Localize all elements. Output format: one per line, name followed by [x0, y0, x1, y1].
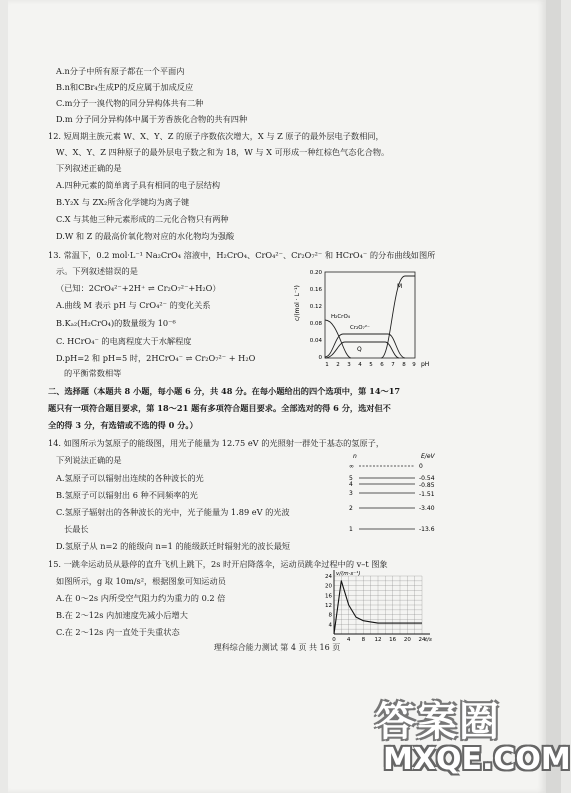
cr-ylabel: c/(mol · L⁻¹) — [294, 285, 301, 321]
q14-option-d: D.氢原子从 n=2 的能级向 n=1 的能级跃迁时辐射光的波长最短 — [56, 541, 291, 551]
vt-xtick-label: 4 — [346, 637, 351, 643]
cr-ytick: 0.16 — [309, 287, 322, 293]
cr-xtick: 7 — [391, 362, 395, 368]
cr-xtick: 6 — [380, 362, 384, 368]
cr-xtick: 3 — [347, 362, 351, 368]
cr-label-m: M — [397, 283, 403, 290]
q12-option-c: C.X 与其他三种元素形成的二元化合物只有两种 — [56, 214, 229, 224]
energy-value: -1.51 — [419, 491, 435, 498]
q13-option-a: A.曲线 M 表示 pH 与 CrO₄²⁻ 的变化关系 — [56, 300, 211, 310]
cr-xtick: 4 — [358, 362, 362, 368]
energy-value: -0.54 — [419, 475, 435, 482]
watermark-logo-text: 答案圈 — [375, 699, 501, 745]
q15-option-b: B.在 2～12s 内加速度先减小后增大 — [56, 610, 188, 620]
cr-ytick: 0.20 — [309, 270, 322, 276]
cr-ytick: 0.08 — [309, 321, 322, 327]
cr-label-h2cro4: H₂CrO₄ — [331, 314, 350, 320]
energy-n: ∞ — [349, 463, 354, 470]
q13-option-d: D.pH=2 和 pH=5 时，2HCrO₄⁻ ⇌ Cr₂O₇²⁻ + H₂O — [56, 353, 256, 363]
energy-n-label: n — [353, 453, 357, 460]
energy-value: 0 — [419, 463, 423, 470]
vt-xtick-label: 8 — [361, 637, 366, 643]
cr-xlabel: pH — [421, 361, 430, 368]
q11-option-a: A.n分子中所有原子都在一个平面内 — [56, 66, 185, 76]
q12-option-d: D.W 和 Z 的最高价氧化物对应的水化物均为强酸 — [56, 231, 235, 241]
q11-option-c: C.m分子一溴代物的同分异构体共有二种 — [56, 98, 204, 108]
vt-ytick-label: 8 — [328, 612, 332, 619]
q12-option-b: B.Y₂X 与 ZX₂所含化学键均为离子键 — [56, 197, 190, 207]
vt-xtick-label: 0 — [332, 637, 336, 643]
page-footer: 理科综合能力测试 第 4 页 共 16 页 — [213, 643, 341, 652]
q13-given: （已知：2CrO₄²⁻+2H⁺ ⇌ Cr₂O₇²⁻+H₂O） — [56, 283, 221, 293]
vt-ytick-label: 16 — [325, 593, 332, 600]
q13-option-d-cont: 的平衡常数相等 — [64, 368, 122, 378]
energy-value: -3.40 — [419, 505, 435, 512]
vt-xtick-label: 24 — [418, 637, 426, 643]
q14-stem-1: 14. 如图所示为氢原子的能级图，用光子能量为 12.75 eV 的光照射一群处于基态的氢原子， — [48, 438, 385, 448]
q15-option-a: A.在 0～2s 内所受空气阻力约为重力的 0.2 倍 — [56, 593, 226, 603]
cr-distribution-chart — [293, 262, 428, 372]
vt-ytick-label: 24 — [325, 574, 332, 580]
q14-stem-2: 下列说法正确的是 — [56, 455, 122, 465]
cr-ytick: 0 — [318, 355, 322, 361]
q14-option-a: A.氢原子可以辐射出连续的各种波长的光 — [56, 473, 204, 483]
cr-curve-h2cro4 — [325, 320, 351, 358]
cr-curve-cr2o7 — [325, 334, 405, 358]
energy-n: 4 — [349, 481, 353, 488]
cr-label-q: Q — [357, 346, 362, 353]
q15-stem-1: 15. 一跳伞运动员从悬停的直升飞机上跳下，2s 时开启降落伞，运动员跳伞过程中的 v–t 图象 — [48, 559, 388, 569]
q13-stem-1: 13. 常温下，0.2 mol·L⁻¹ Na₂CrO₄ 溶液中，H₂CrO₄、CrO₄²⁻、Cr₂O₇²⁻ 和 HCrO₄⁻ 的分布曲线如图所 — [48, 250, 436, 260]
cr-label-cr2o7: Cr₂O₇²⁻ — [350, 325, 370, 331]
energy-n: 3 — [349, 490, 353, 497]
cr-xtick: 9 — [412, 362, 416, 368]
cr-ytick: 0.04 — [309, 338, 322, 344]
q12-option-a: A.四种元素的简单离子具有相同的电子层结构 — [56, 180, 221, 190]
exam-page — [8, 0, 546, 793]
section2-heading-2: 题只有一项符合题目要求，第 18～21 题有多项符合题目要求。全部选对的得 6 分，选对但不 — [48, 403, 391, 413]
q15-stem-2: 如图所示，g 取 10m/s²，根据图象可知运动员 — [56, 576, 226, 586]
vt-xtick-label: 16 — [389, 637, 397, 643]
energy-level-diagram — [343, 450, 453, 535]
q13-option-b: B.Kₐ₂(H₂CrO₄)的数量级为 10⁻⁶ — [56, 318, 176, 328]
q12-stem-1: 12. 短周期主族元素 W、X、Y、Z 的原子序数依次增大，X 与 Z 原子的最外层电子数相同， — [48, 131, 384, 141]
q11-option-d: D.m 分子同分异构体中属于芳香族化合物的共有四种 — [56, 114, 248, 124]
q13-option-c: C. HCrO₄⁻ 的电离程度大于水解程度 — [56, 336, 192, 346]
energy-n: 1 — [349, 526, 353, 533]
energy-n: 5 — [349, 475, 353, 482]
cr-xtick: 1 — [325, 362, 329, 368]
vt-ytick-label: 12 — [325, 603, 332, 609]
page-edge — [546, 0, 561, 793]
q11-option-b: B.n和CBr₄生成P的反应属于加成反应 — [56, 82, 194, 92]
cr-xtick: 8 — [402, 362, 406, 368]
vt-ytick-label: 20 — [325, 583, 332, 590]
section2-heading-1: 二、选择题（本题共 8 小题，每小题 6 分，共 48 分。在每小题给出的四个选项中，第 14～17 — [48, 386, 401, 396]
watermark-url: MXQE.COM — [383, 742, 571, 777]
energy-n: 2 — [349, 505, 353, 512]
vt-ytick-label: 4 — [328, 622, 332, 629]
q12-stem-3: 下列叙述正确的是 — [56, 163, 122, 173]
vt-ylabel: v/(m·s⁻¹) — [336, 571, 361, 577]
cr-xtick: 5 — [369, 362, 373, 368]
vt-xtick-label: 12 — [374, 637, 382, 643]
cr-xtick: 2 — [336, 362, 340, 368]
cr-ytick: 0.12 — [309, 304, 322, 310]
vt-chart — [312, 568, 442, 644]
section2-heading-3: 全的得 3 分，有选错或不选的得 0 分。） — [48, 420, 198, 430]
q15-option-c: C.在 2～12s 内一直处于失重状态 — [56, 627, 180, 637]
energy-e-label: E/eV — [421, 453, 435, 460]
q14-option-c-cont: 长最长 — [64, 524, 89, 534]
q14-option-b: B.氢原子可以辐射出 6 种不同频率的光 — [56, 490, 198, 500]
q12-stem-2: W、X、Y、Z 四种原子的最外层电子数之和为 18，W 与 X 可形成一种红棕色气态化合物。 — [56, 147, 390, 157]
q13-stem-2: 示。下列叙述错误的是 — [56, 266, 138, 276]
vt-xtick-label: 20 — [403, 637, 411, 643]
energy-value: -13.6 — [419, 526, 435, 533]
vt-xlabel: t/s — [425, 637, 432, 643]
watermark — [375, 690, 571, 790]
energy-value: -0.85 — [419, 482, 435, 489]
q14-option-c: C.氢原子辐射出的各种波长的光中，光子能量为 1.89 eV 的光波 — [56, 507, 290, 517]
